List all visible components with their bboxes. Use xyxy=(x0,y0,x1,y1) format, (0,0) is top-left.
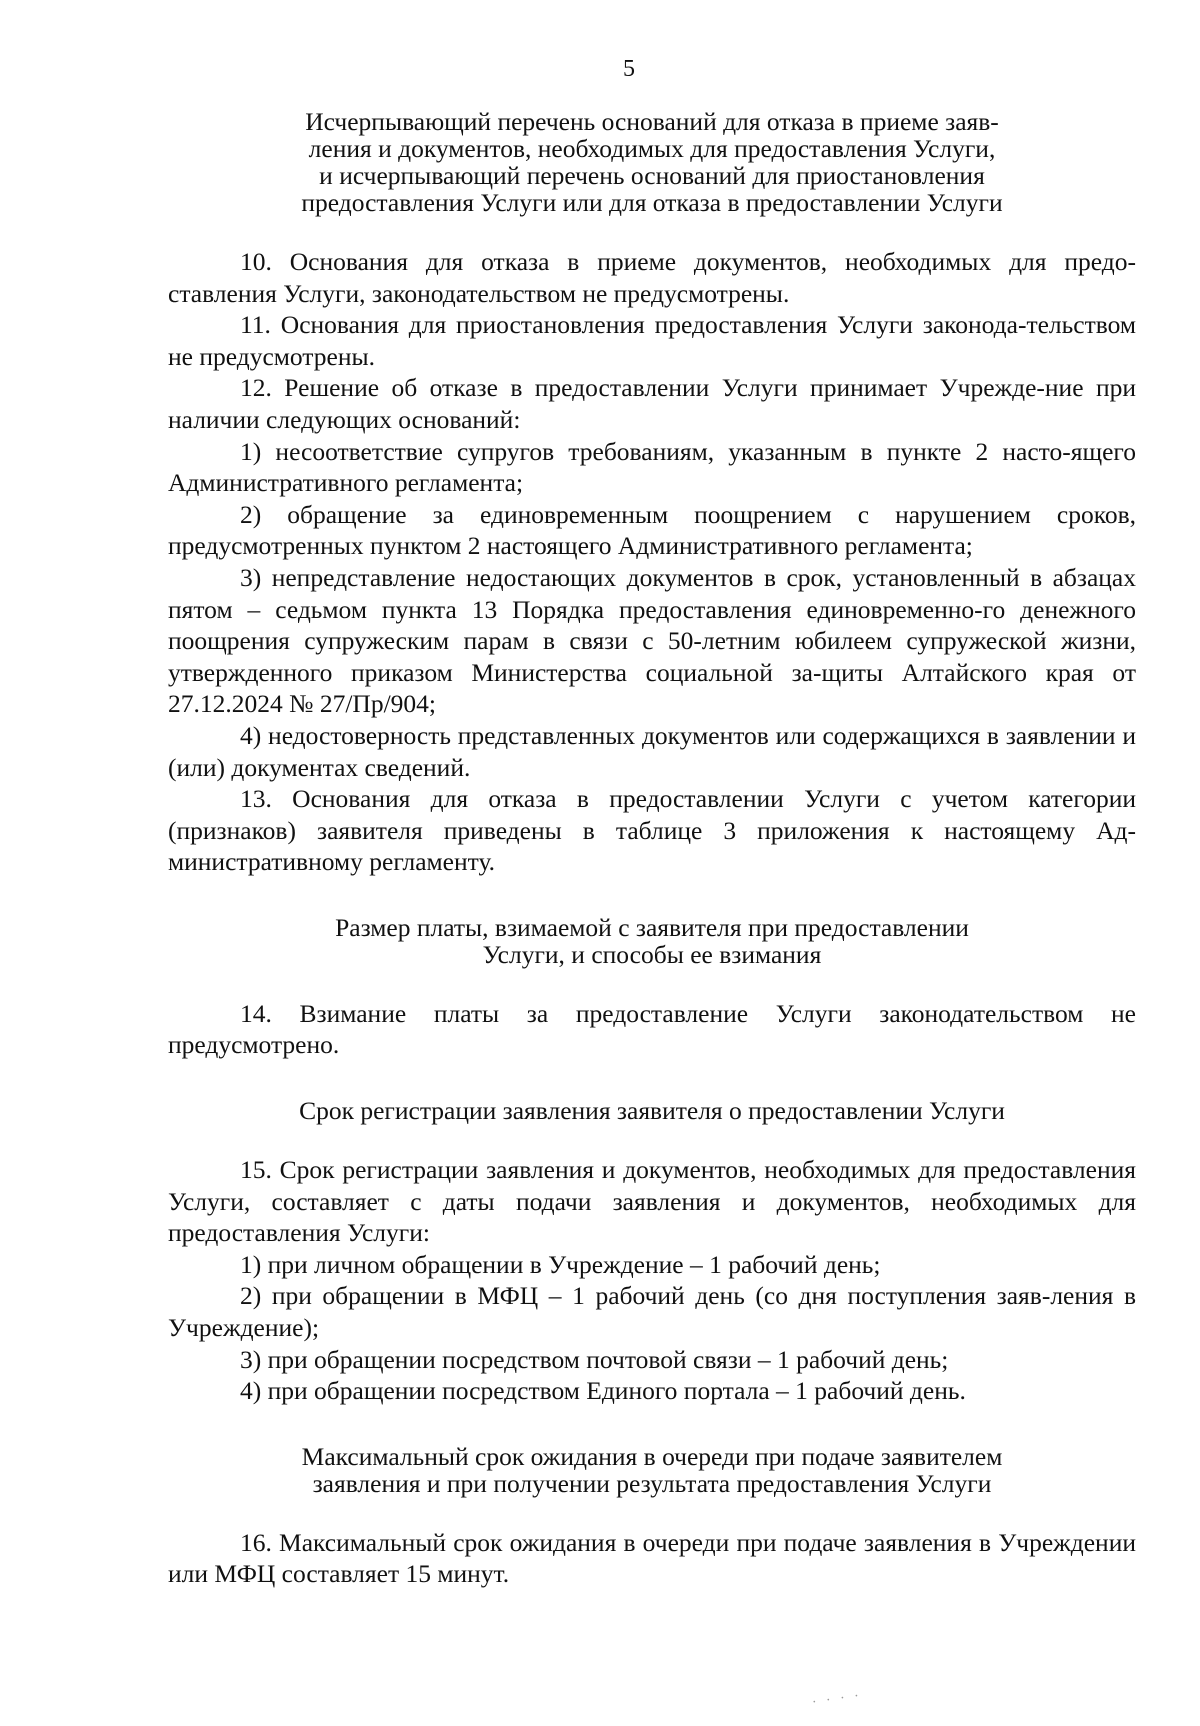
heading-line: Услуги, и способы ее взимания xyxy=(482,939,822,969)
paragraph-13: 13. Основания для отказа в предоставлении Услуги с учетом категории (признаков) заявителя приведены в таблице 3 приложения к настоящему Ад-министративному регламенту. xyxy=(168,784,1136,877)
spacer xyxy=(168,878,1136,914)
heading-line: Срок регистрации заявления заявителя о предоставлении Услуги xyxy=(299,1096,1005,1126)
paragraph-15-item-2: 2) при обращении в МФЦ – 1 рабочий день (со дня поступления заяв-ления в Учреждение); xyxy=(168,1281,1136,1343)
paragraph-12-item-4: 4) недостоверность представленных документов или содержащихся в заявлении и (или) документах сведений. xyxy=(168,720,1136,782)
spacer xyxy=(168,968,1136,998)
paragraph-15-item-3: 3) при обращении посредством почтовой связи – 1 рабочий день; xyxy=(240,1344,949,1374)
heading-line: Исчерпывающий перечень оснований для отказа в приеме заяв- xyxy=(305,107,999,136)
heading-line: и исчерпывающий перечень оснований для приостановления xyxy=(319,161,985,190)
paragraph-12-item-3: 3) непредставление недостающих документов в срок, установленный в абзацах пятом – седьмом пункта 13 Порядка предоставления единовременно-го денежного поощрения супружеским парам в связи с 50-летним юбилеем супружеской жизни, утвержденного приказом Министерства социальной за-щиты Алтайского края от 27.12.2024 № 27/Пр/904; xyxy=(168,562,1136,719)
paragraph-15-item-1: 1) при личном обращении в Учреждение – 1 рабочий день; xyxy=(240,1249,881,1279)
page-number: 5 xyxy=(623,56,635,82)
heading-line: ления и документов, необходимых для предоставления Услуги, xyxy=(308,134,996,163)
paragraph-14: 14. Взимание платы за предоставление Услуги законодательством не предусмотрено. xyxy=(168,998,1136,1060)
section-heading-refusal-grounds xyxy=(168,108,1136,216)
paragraph-12-item-1: 1) несоответствие супругов требованиям, указанным в пункте 2 насто-ящего Административного регламента; xyxy=(168,436,1136,498)
heading-line: Размер платы, взимаемой с заявителя при предоставлении xyxy=(335,912,969,942)
paragraph-11: 11. Основания для приостановления предоставления Услуги законода-тельством не предусмотрены. xyxy=(168,310,1136,371)
spacer xyxy=(168,1124,1136,1154)
document-body xyxy=(168,108,1136,1590)
paragraph-12-item-2: 2) обращение за единовременным поощрением с нарушением сроков, предусмотренных пунктом 2 настоящего Административного регламента; xyxy=(168,499,1136,561)
scan-mark: · · · · xyxy=(811,1688,863,1711)
section-heading-fee xyxy=(168,914,1136,968)
section-heading-registration-term xyxy=(168,1097,1136,1124)
paragraph-16: 16. Максимальный срок ожидания в очереди при подаче заявления в Учреждении или МФЦ составляет 15 минут. xyxy=(168,1527,1136,1589)
heading-line: Максимальный срок ожидания в очереди при подаче заявителем xyxy=(301,1441,1003,1471)
section-heading-queue-time xyxy=(168,1443,1136,1497)
heading-line: заявления и при получении результата предоставления Услуги xyxy=(312,1468,992,1498)
spacer xyxy=(168,1061,1136,1097)
paragraph-12: 12. Решение об отказе в предоставлении Услуги принимает Учрежде-ние при наличии следующих оснований: xyxy=(168,373,1136,434)
paragraph-15-item-4: 4) при обращении посредством Единого портала – 1 рабочий день. xyxy=(240,1376,966,1406)
paragraph-15: 15. Срок регистрации заявления и документов, необходимых для предоставления Услуги, составляет с даты подачи заявления и документов, необходимых для предоставления Услуги: xyxy=(168,1155,1136,1248)
spacer xyxy=(168,1497,1136,1527)
spacer xyxy=(168,216,1136,246)
paragraph-10: 10. Основания для отказа в приеме документов, необходимых для предо-ставления Услуги, законодательством не предусмотрены. xyxy=(168,247,1136,308)
spacer xyxy=(168,1407,1136,1443)
heading-line: предоставления Услуги или для отказа в предоставлении Услуги xyxy=(301,188,1003,217)
